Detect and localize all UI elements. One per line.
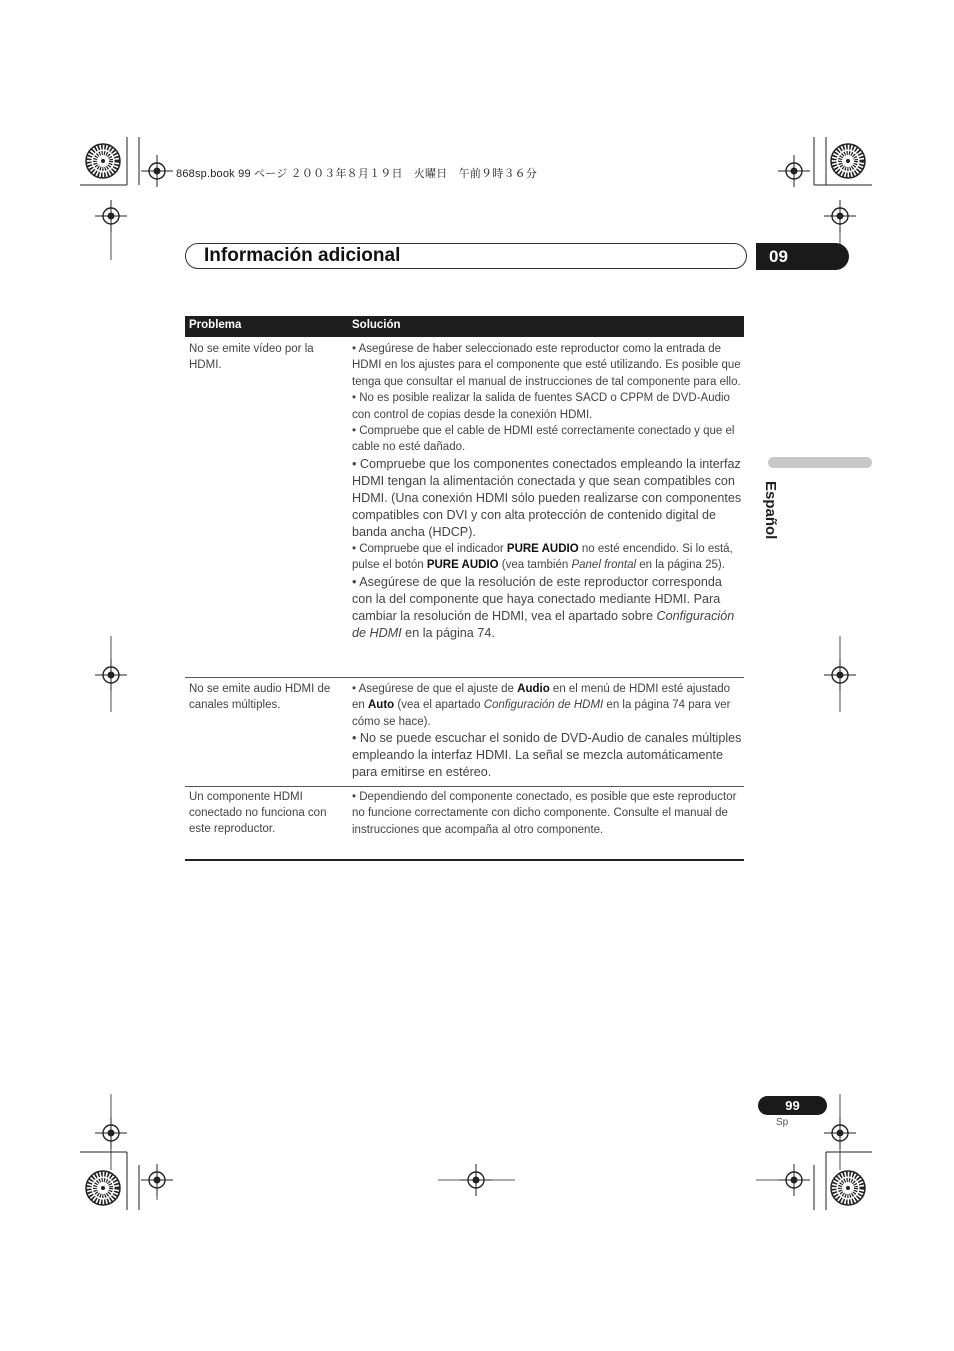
solution-item: • Asegúrese de haber seleccionado este reproductor como la entrada de HDMI en los ajustes para el componente que esté utilizando. Es posible que tenga que consultar el manual de instrucciones de tal componente para ello. — [352, 343, 741, 388]
table-header — [185, 316, 744, 337]
page-number-badge: 99 — [758, 1096, 827, 1115]
row-2-solution — [352, 681, 742, 781]
row-1-solution — [352, 341, 742, 642]
language-tab-bar — [768, 457, 872, 468]
chapter-title: Información adicional — [204, 245, 401, 266]
row-2-problem: No se emite audio HDMI de canales múltiples. — [189, 683, 331, 711]
row-1-problem: No se emite vídeo por la HDMI. — [189, 343, 314, 371]
solution-item: • Compruebe que el cable de HDMI esté correctamente conectado y que el cable no esté dañado. — [352, 425, 735, 454]
column-header-problem: Problema — [189, 319, 242, 331]
solution-item: • Asegúrese de que la resolución de este reproductor corresponda con la del componente que haya conectado mediante HDMI. Para cambiar la resolución de HDMI, vea el apartado sobre Configuración de HDMI en la página 74. — [352, 574, 735, 640]
language-label: Español — [762, 481, 779, 540]
solution-item: • No se puede escuchar el sonido de DVD-Audio de canales múltiples empleando la interfaz HDMI. La señal se mezcla automáticamente para emitirse en estéreo. — [352, 731, 742, 780]
solution-item: • Asegúrese de que el ajuste de Audio en el menú de HDMI esté ajustado en Auto (vea el apartado Configuración de HDMI en la página 74 para ver cómo se hace). — [352, 683, 731, 728]
table-end-rule — [185, 859, 744, 861]
page-suffix: Sp — [776, 1117, 789, 1128]
row-3-solution — [352, 789, 742, 838]
solution-item: • Compruebe que el indicador PURE AUDIO no esté encendido. Si lo está, pulse el botón PURE AUDIO (vea también Panel frontal en la página 25). — [352, 542, 733, 572]
row-divider — [185, 786, 744, 787]
row-3-problem: Un componente HDMI conectado no funciona con este reproductor. — [189, 791, 327, 835]
solution-item: • No es posible realizar la salida de fuentes SACD o CPPM de DVD-Audio con control de copias desde la conexión HDMI. — [352, 392, 730, 421]
print-file-info: 868sp.book 99 ページ ２００３年８月１９日 火曜日 午前９時３６分 — [176, 168, 538, 180]
row-divider — [185, 677, 744, 678]
chapter-number-badge: 09 — [756, 243, 849, 270]
solution-item: • Dependiendo del componente conectado, es posible que este reproductor no funcione correctamente con dicho componente. Consulte el manual de instrucciones que acompaña al otro componente. — [352, 791, 737, 836]
solution-item: • Compruebe que los componentes conectados empleando la interfaz HDMI tengan la alimentación conectada y que sean compatibles con HDMI. (Una conexión HDMI sólo pueden realizarse con componentes compatibles con DVI y con alta protección de contenido digital de banda ancha (HDCP). — [352, 456, 742, 539]
column-header-solution: Solución — [352, 319, 401, 331]
